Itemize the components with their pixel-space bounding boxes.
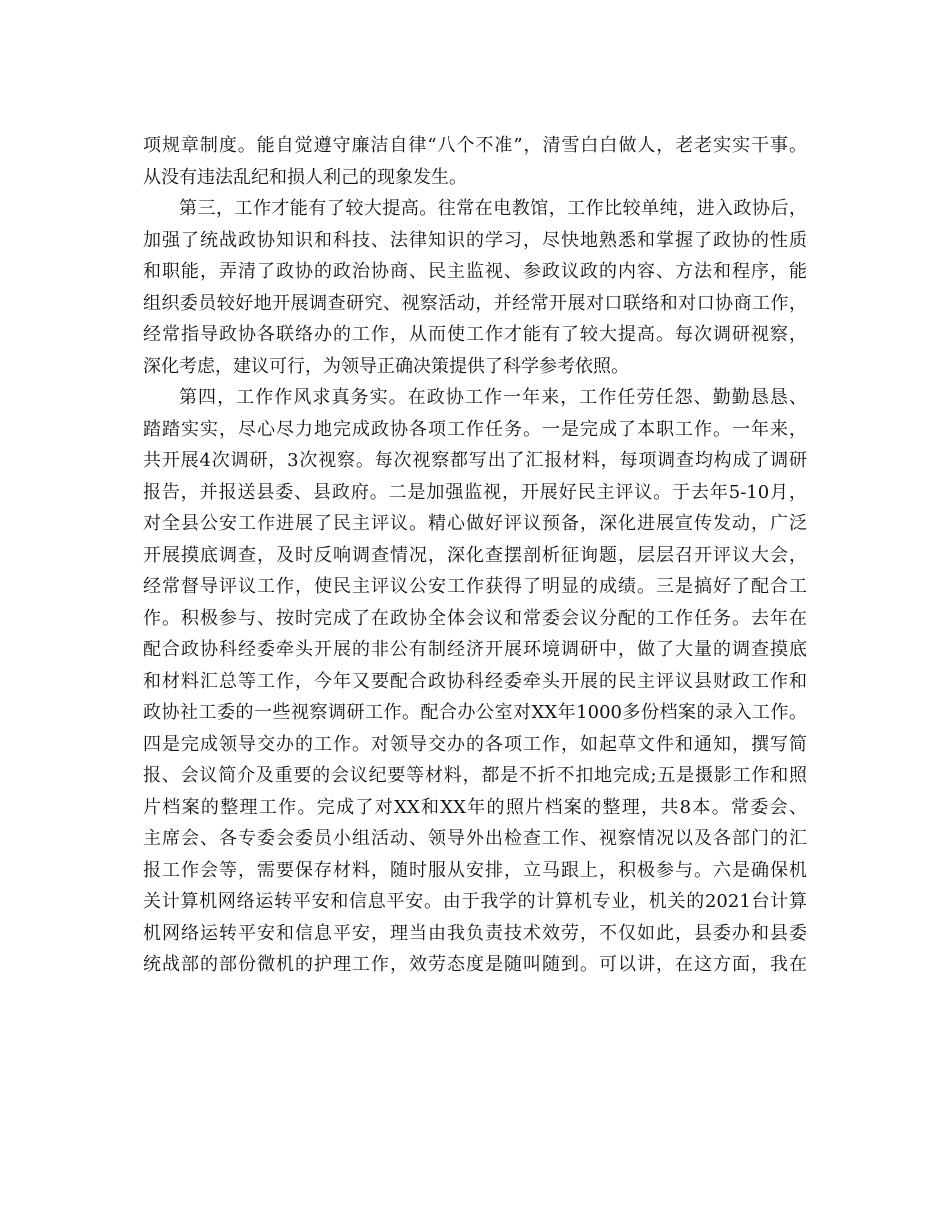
- text-line: 片档案的整理工作。完成了对XX和XX年的照片档案的整理，共8本。常委会、: [143, 796, 807, 818]
- text-line: 和职能，弄清了政协的政治协商、民主监视、参政议政的内容、方法和程序，能: [143, 261, 807, 282]
- body-text: [143, 130, 807, 981]
- text-line: 关计算机网络运转平安和信息平安。由于我学的计算机专业，机关的2021台计算: [143, 891, 807, 912]
- text-line: 和材料汇总等工作，今年又要配合政协科经委牵头开展的民主评议县财政工作和: [143, 670, 807, 692]
- paragraph-start-line: 第三，工作才能有了较大提高。往常在电教馆，工作比较单纯，进入政协后，: [179, 198, 807, 219]
- text-line: 踏踏实实，尽心尽力地完成政协各项工作任务。一是完成了本职工作。一年来，: [143, 418, 807, 440]
- text-line: 经常督导评议工作，使民主评议公安工作获得了明显的成绩。三是搞好了配合工: [143, 576, 807, 597]
- text-line: 从没有违法乱纪和损人利己的现象发生。: [143, 166, 467, 188]
- text-line: 加强了统战政协知识和科技、法律知识的学习，尽快地熟悉和掌握了政协的性质: [143, 229, 807, 251]
- text-line: 报工作会等，需要保存材料，随时服从安排，立马跟上，积极参与。六是确保机: [143, 859, 807, 881]
- text-line: 项规章制度。能自觉遵守廉洁自律“八个不准”，清雪白白做人，老老实实干事。: [143, 135, 807, 156]
- text-line: 对全县公安工作进展了民主评议。精心做好评议预备，深化进展宣传发动，广泛: [143, 513, 807, 534]
- text-line: 经常指导政协各联络办的工作，从而使工作才能有了较大提高。每次调研视察，: [143, 324, 807, 345]
- text-line: 报告，并报送县委、县政府。二是加强监视，开展好民主评议。于去年5-10月，: [143, 481, 807, 503]
- text-line: 机网络运转平安和信息平安，理当由我负责技术效劳，不仅如此，县委办和县委: [143, 922, 807, 944]
- paragraph-start-line: 第四，工作作风求真务实。在政协工作一年来，工作任劳任怨、勤勤恳恳、: [179, 387, 807, 408]
- text-line: 深化考虑，建议可行，为领导正确决策提供了科学参考依照。: [143, 355, 629, 377]
- text-line: 作。积极参与、按时完成了在政协全体会议和常委会议分配的工作任务。去年在: [143, 607, 807, 629]
- text-line: 共开展4次调研，3次视察。每次视察都写出了汇报材料，每项调查均构成了调研: [143, 450, 807, 471]
- text-line: 统战部的部份微机的护理工作，效劳态度是随叫随到。可以讲，在这方面，我在: [143, 954, 807, 975]
- text-line: 报、会议简介及重要的会议纪要等材料，都是不折不扣地完成;五是摄影工作和照: [143, 765, 807, 786]
- text-line: 组织委员较好地开展调查研究、视察活动，并经常开展对口联络和对口协商工作，: [143, 292, 807, 314]
- text-line: 开展摸底调查，及时反响调查情况，深化查摆剖析征询题，层层召开评议大会，: [143, 544, 807, 566]
- text-line: 政协社工委的一些视察调研工作。配合办公室对XX年1000多份档案的录入工作。: [143, 702, 807, 723]
- text-line: 四是完成领导交办的工作。对领导交办的各项工作，如起草文件和通知，撰写简: [143, 733, 807, 755]
- text-line: 主席会、各专委会委员小组活动、领导外出检查工作、视察情况以及各部门的汇: [143, 828, 807, 849]
- text-line: 配合政协科经委牵头开展的非公有制经济开展环境调研中，做了大量的调查摸底: [143, 639, 807, 660]
